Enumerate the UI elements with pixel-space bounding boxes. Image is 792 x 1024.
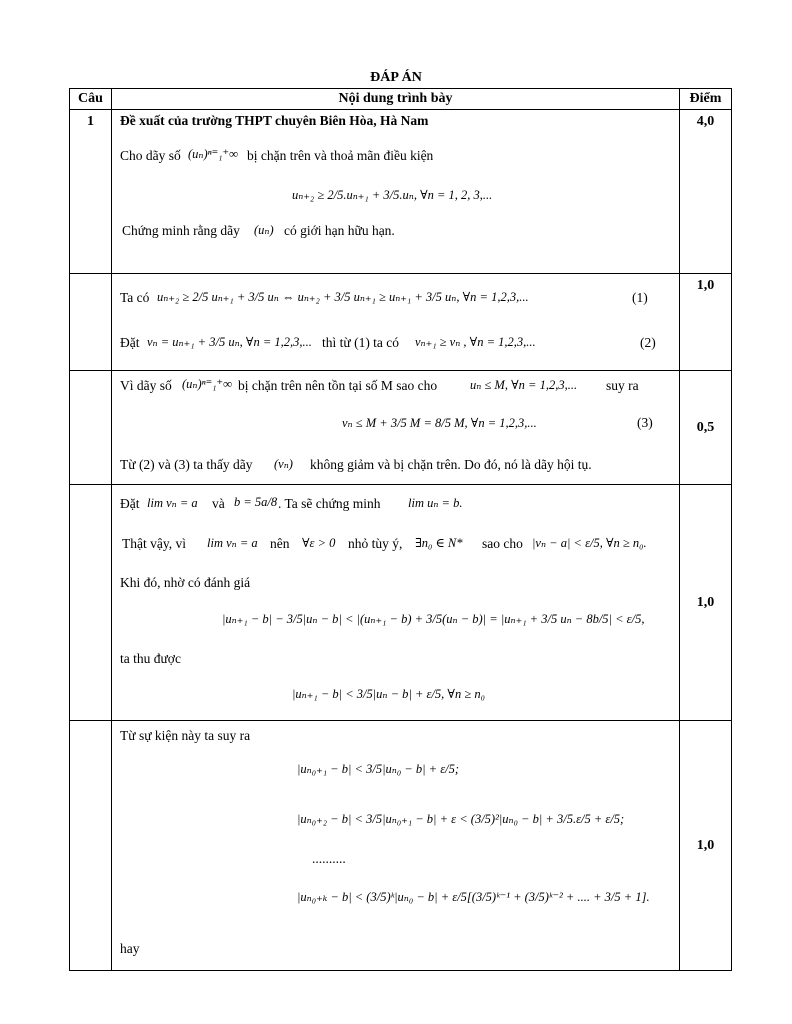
part4-l1: Từ sự kiện này ta suy ra [120,728,251,743]
part2-l3-pre: Từ (2) và (3) ta thấy dãy [120,457,253,472]
part4-dots: .......... [312,851,346,866]
part3-l2-pre: Thật vậy, vì [122,536,186,551]
part2-l1-post: suy ra [606,378,639,393]
part2-l2-ref: (3) [637,415,653,430]
part-1-score: 1,0 [680,274,732,371]
part3-l2-mid2: nhỏ tùy ý, [348,536,403,551]
page-title: ĐÁP ÁN [370,70,422,85]
part1-l1-ref: (1) [632,290,648,305]
table-header-row [70,89,732,110]
part3-l2-math2: ∀ε > 0 [302,536,336,550]
problem-line1-post: bị chặn trên và thoả mãn điều kiện [247,148,434,163]
part1-l2-ref: (2) [640,335,656,350]
part2-l3-post: không giảm và bị chặn trên. Do đó, nó là dãy hội tụ. [310,457,592,472]
part1-l1-pre: Ta có [120,290,150,305]
table-row [70,110,732,274]
problem-source: Đề xuất của trường THPT chuyên Biên Hòa, Hà Nam [120,113,429,128]
table-row [70,371,732,485]
part1-l1-math: uₙ₊₂ ≥ 2/5 uₙ₊₁ + 3/5 uₙ ⇔ uₙ₊₂ + 3/5 uₙ₊₁ ≥ uₙ₊₁ + 3/5 uₙ, ∀n = 1,2,3,... [157,290,529,304]
empty-cell [70,371,112,485]
part-3-content [112,485,680,721]
question-number: 1 [70,110,112,274]
part2-l1-mid: bị chặn trên nên tồn tại số M sao cho [238,378,438,393]
table-row [70,274,732,371]
problem-score: 4,0 [680,110,732,274]
problem-line3-post: có giới hạn hữu hạn. [284,223,395,238]
part2-l1-seq: (uₙ)ⁿ⁼₁⁺∞ [182,377,233,391]
header-score: Điểm [680,89,732,110]
header-content: Nội dung trình bày [112,89,680,110]
part-1-content [112,274,680,371]
part4-e1: |uₙ₀₊₁ − b| < 3/5|uₙ₀ − b| + ε/5; [297,762,460,776]
part3-l2-math4: |vₙ − a| < ε/5, ∀n ≥ n₀. [532,536,647,550]
problem-line3-pre: Chứng minh rằng dãy [122,223,240,238]
part3-l1-post: . Ta sẽ chứng minh [278,496,381,511]
part4-e3: |uₙ₀₊ₖ − b| < (3/5)ᵏ|uₙ₀ − b| + ε/5[(3/5)ᵏ⁻¹ + (3/5)ᵏ⁻² + .... + 3/5 + 1]. [297,890,650,904]
part1-l2-math2: vₙ₊₁ ≥ vₙ , ∀n = 1,2,3,... [415,335,536,349]
part1-l2-pre: Đặt [120,335,140,350]
part3-l1-and: và [212,496,225,511]
part3-l4-math: |uₙ₊₁ − b| − 3/5|uₙ − b| < |(uₙ₊₁ − b) + 3/5(uₙ − b)| = |uₙ₊₁ + 3/5 uₙ − 8b/5| < ε/5, [222,612,645,626]
header-question: Câu [70,89,112,110]
table-row [70,485,732,721]
part-4-score: 1,0 [680,721,732,971]
empty-cell [70,485,112,721]
part1-l2-math: vₙ = uₙ₊₁ + 3/5 uₙ, ∀n = 1,2,3,... [147,335,312,349]
table-row [70,721,732,971]
part3-l1-pre: Đặt [120,496,140,511]
part2-l1-pre: Vì dãy số [120,378,172,393]
part-3-score: 1,0 [680,485,732,721]
empty-cell [70,274,112,371]
part-2-score: 0,5 [680,371,732,485]
part2-l1-math: uₙ ≤ M, ∀n = 1,2,3,... [470,378,578,392]
part3-l2-math3: ∃n₀ ∈ N* [415,536,463,550]
part3-l3: Khi đó, nhờ có đánh giá [120,575,251,590]
part2-l2-math: vₙ ≤ M + 3/5 M = 8/5 M, ∀n = 1,2,3,... [342,416,537,430]
part3-l1-math2: lim uₙ = b. [408,496,463,510]
problem-line3-seq: (uₙ) [254,223,274,237]
part4-end: hay [120,941,140,956]
problem-seq: (uₙ)ⁿ⁼₁⁺∞ [188,147,239,161]
answer-table [69,88,732,971]
part-2-content [112,371,680,485]
part3-l1-math: lim vₙ = a [147,496,198,510]
part4-e2: |uₙ₀₊₂ − b| < 3/5|uₙ₀₊₁ − b| + ε < (3/5)²|uₙ₀ − b| + 3/5.ε/5 + ε/5; [297,812,625,826]
part3-l5: ta thu được [120,651,181,666]
part3-l2-math: lim vₙ = a [207,536,258,550]
empty-cell [70,721,112,971]
part3-l1-b: b = 5a/8 [234,495,278,509]
part1-l2-mid: thì từ (1) ta có [322,335,400,350]
problem-condition: uₙ₊₂ ≥ 2/5.uₙ₊₁ + 3/5.uₙ, ∀n = 1, 2, 3,... [292,188,493,202]
part3-l2-mid: nên [270,536,290,551]
part2-l3-seq: (vₙ) [274,457,293,471]
part3-l6-math: |uₙ₊₁ − b| < 3/5|uₙ − b| + ε/5, ∀n ≥ n₀ [292,687,485,701]
part3-l2-mid3: sao cho [482,536,523,551]
problem-line1-pre: Cho dãy số [120,148,181,163]
part-4-content [112,721,680,971]
problem-statement [112,110,680,274]
